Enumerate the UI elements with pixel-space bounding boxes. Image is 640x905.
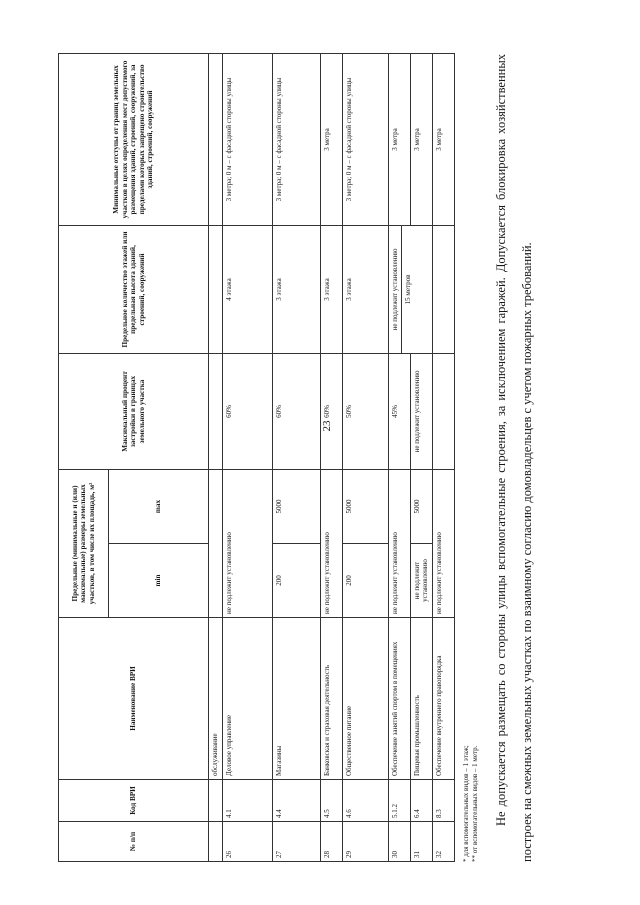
- rotated-content: [58, 40, 580, 862]
- body-paragraph: Не допускается размещать со стороны улицы вспомогательные строения, за исключением гаражей. Допускается блокировка хозяйственных построек на смежных земельных участках по взаимному согласию домовладельцев с учетом пожарных требований.: [494, 54, 534, 862]
- note-2: ** от вспомогательных видов – 1 метр.: [470, 745, 479, 862]
- table-row: 32 8.3 Обеспечение внутреннего правопорядка не подлежит установлению 3 метра: [433, 53, 455, 861]
- table-row: 27 4.4 Магазины 200 5000 60% 3 этажа 3 метра; 0 м – с фасадной стороны улицы: [273, 53, 321, 861]
- header-max: max: [109, 469, 209, 543]
- table-row: 30 5.1.2 Обеспечение занятий спортом в помещениях не подлежит установлению 45% не подлежит установлению 15 метров 3 метра: [389, 53, 411, 861]
- zoning-table: [58, 53, 455, 862]
- header-min: min: [109, 544, 209, 618]
- table-notes: [462, 54, 480, 862]
- header-floors: Предельное количество этажей или предельная высота зданий, строений, сооружений: [59, 225, 209, 353]
- header-percent: Максимальный процент застройки в границах земельного участка: [59, 353, 209, 469]
- header-num: № п/п: [59, 822, 209, 862]
- table-row: 29 4.6 Общественное питание 200 5000 50% 3 этажа 3 метра; 0 м – с фасадной стороны улицы: [343, 53, 389, 861]
- note-1: * для вспомогательных видов – 1 этаж;: [462, 745, 470, 862]
- table-row: 28 4.5 Банковская и страховая деятельность не подлежит установлению 60% 3 этажа 3 метра: [321, 53, 343, 861]
- header-size-group: Предельные (минимальные и (или) максимальные) размеры земельных участков, в том числе их площадь, м²: [59, 469, 109, 617]
- continuation-text: обслуживание: [209, 618, 223, 780]
- table-row: 31 6.4 Пищевая промышленность не подлежит установлению 5000 не подлежит установлению 3 метра: [411, 53, 433, 861]
- header-name: Наименование ВРИ: [59, 618, 209, 780]
- header-code: Код ВРИ: [59, 780, 209, 822]
- table-row: [209, 53, 223, 861]
- table-row: 26 4.1 Деловое управление не подлежит установлению 60% 4 этажа 3 метра; 0 м – с фасадной стороны улицы: [223, 53, 273, 861]
- header-setbacks: Минимальные отступы от границ земельных участков в целях определения мест допустимого размещения зданий, строений, сооружений, за пределами которых запрещено строительство зданий, строений, сооружений: [59, 53, 209, 225]
- page-number: 23: [321, 420, 333, 432]
